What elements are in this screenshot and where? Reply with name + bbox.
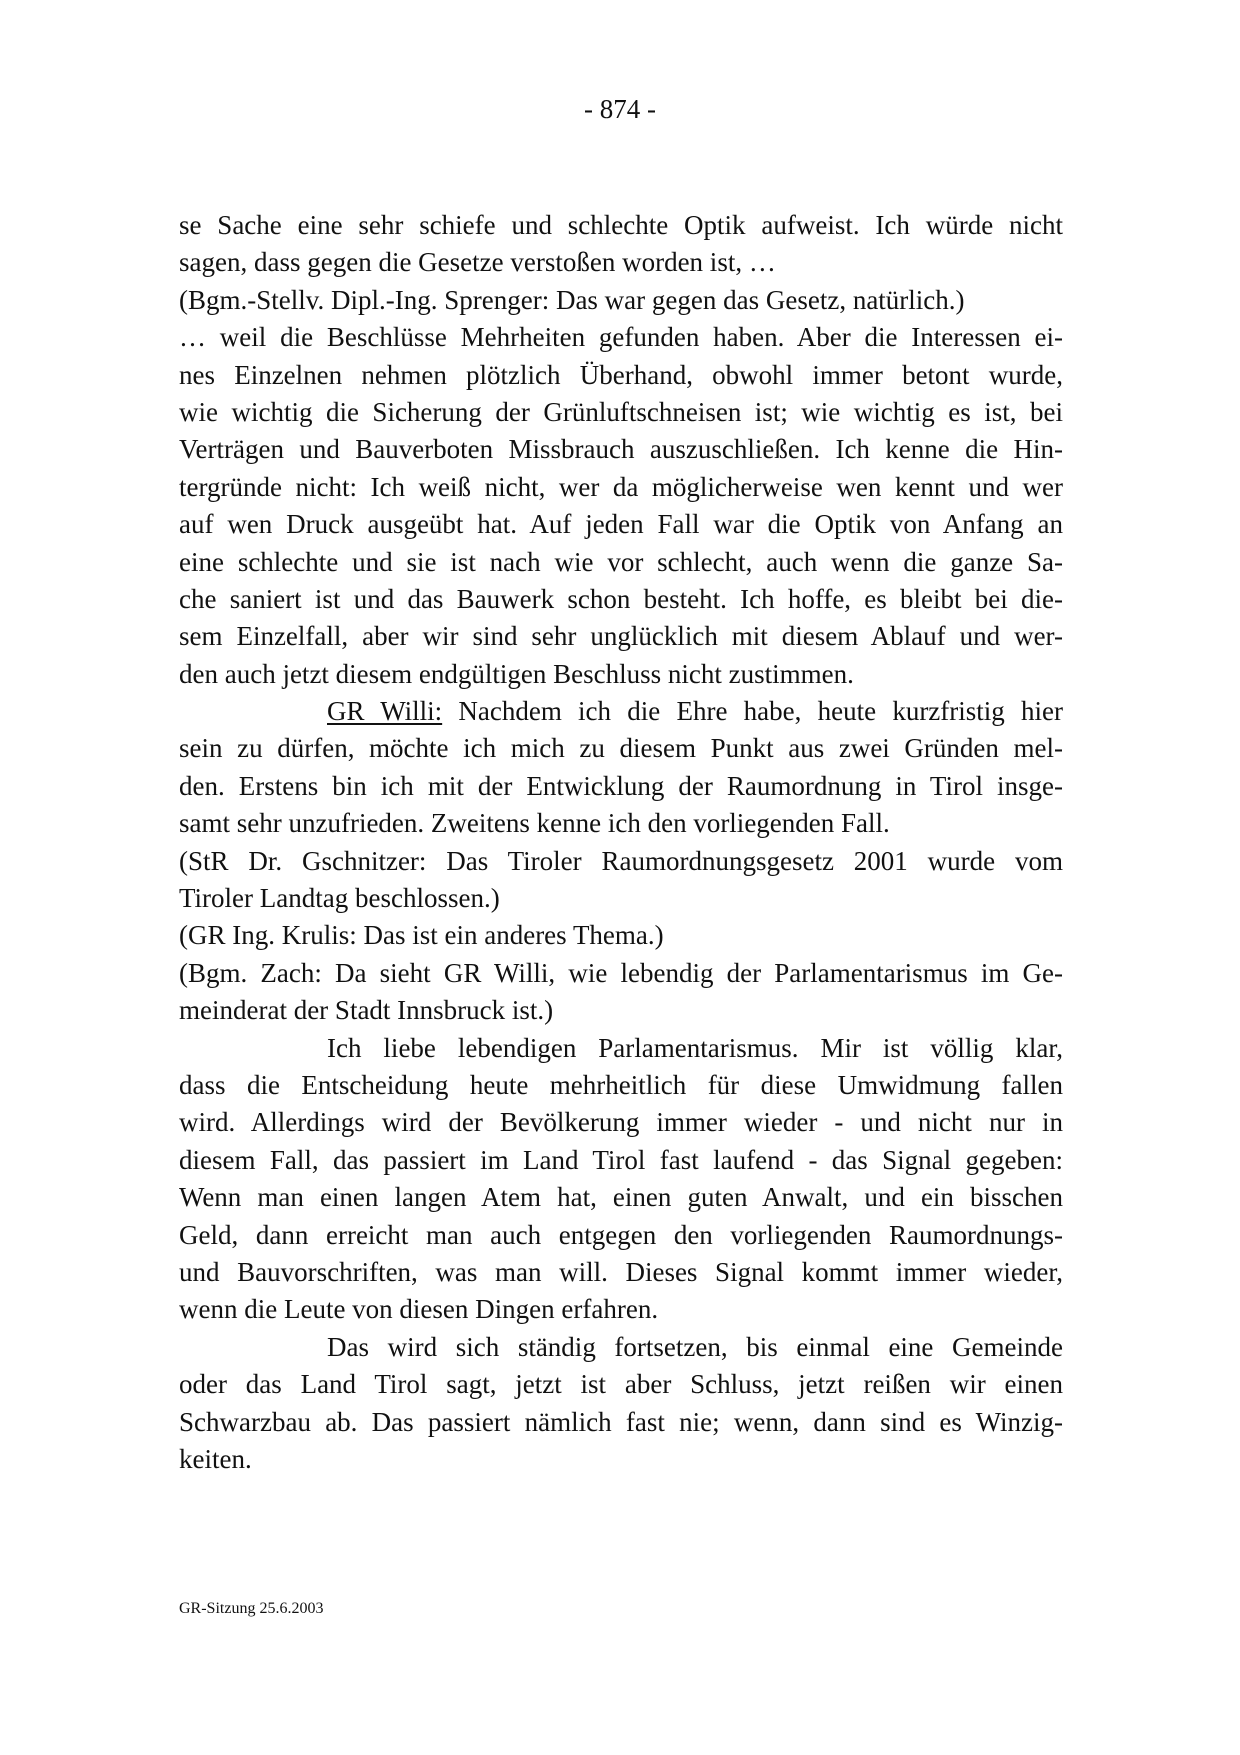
text-line: samt sehr unzufrieden. Zweitens kenne ich den vorliegenden Fall. <box>179 808 890 839</box>
text-line: diesem Fall, das passiert im Land Tirol fast laufend - das Signal gegeben: <box>179 1144 1063 1175</box>
text-line: che saniert ist und das Bauwerk schon besteht. Ich hoffe, es bleibt bei die- <box>179 583 1063 614</box>
interjection: meinderat der Stadt Innsbruck ist.) <box>179 995 554 1026</box>
interjection: (Bgm.-Stellv. Dipl.-Ing. Sprenger: Das war gegen das Gesetz, natürlich.) <box>179 284 965 315</box>
text-line: wenn die Leute von diesen Dingen erfahren. <box>179 1294 659 1325</box>
text-line: den. Erstens bin ich mit der Entwicklung der Raumordnung in Tirol insge- <box>179 770 1063 801</box>
footer-session-date: GR-Sitzung 25.6.2003 <box>179 1600 324 1617</box>
text-line: keiten. <box>179 1443 252 1474</box>
text-line: Schwarzbau ab. Das passiert nämlich fast nie; wenn, dann sind es Winzig- <box>179 1406 1063 1437</box>
text-line: eine schlechte und sie ist nach wie vor schlecht, auch wenn die ganze Sa- <box>179 546 1063 577</box>
text-line: tergründe nicht: Ich weiß nicht, wer da möglicherweise wen kennt und wer <box>179 471 1063 502</box>
text-line: sagen, dass gegen die Gesetze verstoßen worden ist, … <box>179 247 776 278</box>
paragraph-first-line <box>179 1329 1063 1366</box>
text-line: … weil die Beschlüsse Mehrheiten gefunden haben. Aber die Interessen ei- <box>179 322 1063 353</box>
page-number: - 874 - <box>584 94 656 124</box>
text-line: Wenn man einen langen Atem hat, einen guten Anwalt, und ein bisschen <box>179 1182 1063 1213</box>
speech-first-line <box>179 693 1063 730</box>
text-line: dass die Entscheidung heute mehrheitlich für diese Umwidmung fallen <box>179 1069 1063 1100</box>
text-line: wie wichtig die Sicherung der Grünluftschneisen ist; wie wichtig es ist, bei <box>179 396 1063 427</box>
text-line: auf wen Druck ausgeübt hat. Auf jeden Fall war die Optik von Anfang an <box>179 509 1063 540</box>
text-line: oder das Land Tirol sagt, jetzt ist aber Schluss, jetzt reißen wir einen <box>179 1369 1063 1400</box>
text-line: sein zu dürfen, möchte ich mich zu diesem Punkt aus zwei Gründen mel- <box>179 733 1063 764</box>
text-line: nes Einzelnen nehmen plötzlich Überhand, obwohl immer betont wurde, <box>179 359 1063 390</box>
speaker-name: GR Willi: <box>327 696 443 727</box>
document-body <box>179 207 1063 1478</box>
text-line: sem Einzelfall, aber wir sind sehr unglücklich mit diesem Ablauf und wer- <box>179 621 1063 652</box>
interjection: Tiroler Landtag beschlossen.) <box>179 883 500 914</box>
paragraph-first-line <box>179 1030 1063 1067</box>
interjection: (GR Ing. Krulis: Das ist ein anderes Thema.) <box>179 920 664 951</box>
text-line: und Bauvorschriften, was man will. Dieses Signal kommt immer wieder, <box>179 1256 1063 1287</box>
text-line: Verträgen und Bauverboten Missbrauch auszuschließen. Ich kenne die Hin- <box>179 434 1063 465</box>
text-line: Geld, dann erreicht man auch entgegen den vorliegenden Raumordnungs- <box>179 1219 1063 1250</box>
speech-text: Nachdem ich die Ehre habe, heute kurzfristig hier <box>442 696 1063 727</box>
interjection: (StR Dr. Gschnitzer: Das Tiroler Raumordnungsgesetz 2001 wurde vom <box>179 845 1063 876</box>
paragraph-text: Das wird sich ständig fortsetzen, bis einmal eine Gemeinde <box>327 1331 1063 1362</box>
interjection: (Bgm. Zach: Da sieht GR Willi, wie lebendig der Parlamentarismus im Ge- <box>179 957 1063 988</box>
text-line: den auch jetzt diesem endgültigen Beschluss nicht zustimmen. <box>179 658 854 689</box>
paragraph-text: Ich liebe lebendigen Parlamentarismus. Mir ist völlig klar, <box>327 1032 1063 1063</box>
text-line: se Sache eine sehr schiefe und schlechte Optik aufweist. Ich würde nicht <box>179 210 1063 240</box>
text-line: wird. Allerdings wird der Bevölkerung immer wieder - und nicht nur in <box>179 1107 1063 1138</box>
